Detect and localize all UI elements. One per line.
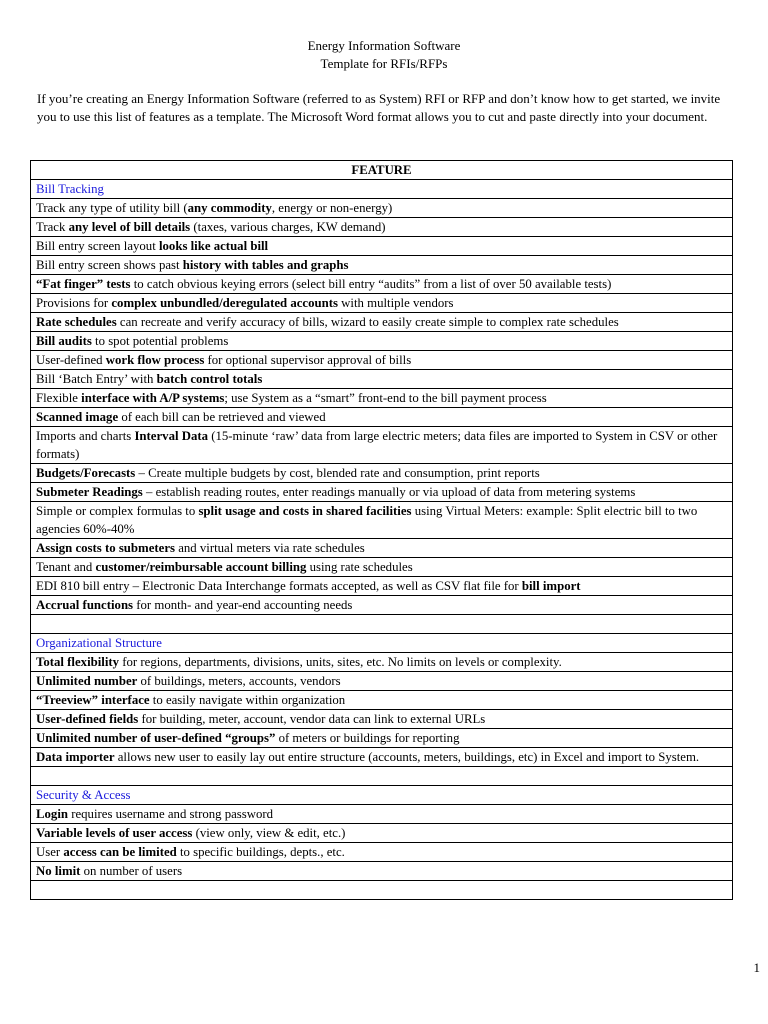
table-row <box>31 464 733 483</box>
feature-text: and virtual meters via rate schedules <box>175 541 365 555</box>
feature-text: Provisions for <box>36 296 112 310</box>
feature-emphasis: looks like actual bill <box>158 239 269 253</box>
table-row <box>31 294 733 313</box>
feature-cell <box>31 427 733 464</box>
feature-cell <box>31 502 733 539</box>
table-row <box>31 199 733 218</box>
feature-cell <box>31 577 733 596</box>
section-heading: Bill Tracking <box>31 180 733 199</box>
feature-text: User <box>36 845 64 859</box>
feature-emphasis: Assign costs to submeters <box>36 541 175 555</box>
table-row <box>31 710 733 729</box>
feature-text: Bill entry screen shows past <box>36 258 183 272</box>
feature-cell <box>31 199 733 218</box>
table-row <box>31 824 733 843</box>
feature-text: to easily navigate within organization <box>149 693 346 707</box>
feature-emphasis: Total flexibility <box>36 655 120 669</box>
feature-text: allows new user to easily lay out entire structure (accounts, meters, buildings, etc) in Excel and import to System. <box>114 750 700 764</box>
feature-text: for building, meter, account, vendor data can link to external URLs <box>138 712 486 726</box>
feature-cell <box>31 218 733 237</box>
feature-cell <box>31 748 733 767</box>
table-row <box>31 408 733 427</box>
feature-text: of buildings, meters, accounts, vendors <box>137 674 341 688</box>
feature-text: on number of users <box>80 864 183 878</box>
feature-cell <box>31 464 733 483</box>
table-row <box>31 558 733 577</box>
feature-cell <box>31 729 733 748</box>
feature-emphasis: Bill audits <box>36 334 92 348</box>
feature-text: Track <box>36 220 69 234</box>
table-row <box>31 539 733 558</box>
feature-emphasis: Rate schedules <box>36 315 117 329</box>
feature-emphasis: Unlimited number <box>36 674 138 688</box>
table-row <box>31 275 733 294</box>
feature-text: Simple or complex formulas to <box>36 504 199 518</box>
feature-cell <box>31 558 733 577</box>
table-row <box>31 332 733 351</box>
column-header-feature: FEATURE <box>31 161 733 180</box>
feature-text: using rate schedules <box>306 560 413 574</box>
feature-text: to spot potential problems <box>91 334 229 348</box>
feature-text: requires username and strong password <box>68 807 274 821</box>
blank-row <box>31 881 733 900</box>
feature-emphasis: Interval Data <box>134 429 209 443</box>
feature-text: for regions, departments, divisions, units, sites, etc. No limits on levels or complexity. <box>119 655 562 669</box>
table-row <box>31 313 733 332</box>
feature-text: for optional supervisor approval of bills <box>204 353 412 367</box>
feature-cell <box>31 862 733 881</box>
table-row <box>31 577 733 596</box>
feature-cell <box>31 483 733 502</box>
table-row <box>31 596 733 615</box>
feature-text: Track any type of utility bill ( <box>36 201 188 215</box>
feature-text: Imports and charts <box>36 429 135 443</box>
feature-text: Tenant and <box>36 560 96 574</box>
feature-text: can recreate and verify accuracy of bills, wizard to easily create simple to complex rate schedules <box>116 315 619 329</box>
feature-emphasis: history with tables and graphs <box>182 258 349 272</box>
feature-cell <box>31 294 733 313</box>
feature-text: of each bill can be retrieved and viewed <box>118 410 326 424</box>
feature-text: EDI 810 bill entry – Electronic Data Interchange formats accepted, as well as CSV flat file for <box>36 579 522 593</box>
document-title: Energy Information Software <box>307 38 461 53</box>
table-row <box>31 843 733 862</box>
feature-text: Flexible <box>36 391 82 405</box>
feature-emphasis: Variable levels of user access <box>36 826 193 840</box>
feature-text: for month- and year-end accounting needs <box>133 598 353 612</box>
feature-text: to specific buildings, depts., etc. <box>176 845 345 859</box>
blank-cell <box>31 615 733 634</box>
section-heading: Security & Access <box>31 786 733 805</box>
feature-text: , energy or non-energy) <box>271 201 393 215</box>
feature-emphasis: interface with A/P systems <box>81 391 225 405</box>
feature-cell <box>31 710 733 729</box>
feature-cell <box>31 256 733 275</box>
feature-text: using Virtual Meters: example: Split electric bill to two agencies 60%-40% <box>36 504 698 536</box>
feature-table-body <box>31 180 733 900</box>
table-row <box>31 218 733 237</box>
feature-emphasis: work flow process <box>105 353 205 367</box>
table-row <box>31 805 733 824</box>
feature-emphasis: Data importer <box>36 750 115 764</box>
feature-emphasis: Unlimited number of user-defined “groups” <box>36 731 276 745</box>
section-row <box>31 180 733 199</box>
feature-cell <box>31 389 733 408</box>
feature-cell <box>31 691 733 710</box>
feature-text: (taxes, various charges, KW demand) <box>190 220 386 234</box>
feature-cell <box>31 824 733 843</box>
blank-cell <box>31 881 733 900</box>
feature-cell <box>31 313 733 332</box>
section-heading: Organizational Structure <box>31 634 733 653</box>
feature-emphasis: customer/reimbursable account billing <box>95 560 307 574</box>
section-row <box>31 786 733 805</box>
feature-text: Bill ‘Batch Entry’ with <box>36 372 157 386</box>
feature-text: with multiple vendors <box>337 296 454 310</box>
table-row <box>31 502 733 539</box>
feature-emphasis: complex unbundled/deregulated accounts <box>111 296 338 310</box>
feature-emphasis: Accrual functions <box>36 598 134 612</box>
table-row <box>31 653 733 672</box>
feature-emphasis: User-defined fields <box>36 712 139 726</box>
feature-text: – Create multiple budgets by cost, blended rate and consumption, print reports <box>135 466 540 480</box>
section-row <box>31 634 733 653</box>
feature-text: of meters or buildings for reporting <box>275 731 460 745</box>
feature-emphasis: batch control totals <box>156 372 263 386</box>
feature-cell <box>31 843 733 862</box>
feature-emphasis: split usage and costs in shared facilities <box>198 504 412 518</box>
feature-cell <box>31 237 733 256</box>
feature-text: Bill entry screen layout <box>36 239 159 253</box>
feature-cell <box>31 332 733 351</box>
feature-cell <box>31 805 733 824</box>
feature-cell <box>31 672 733 691</box>
feature-cell <box>31 351 733 370</box>
intro-paragraph: If you’re creating an Energy Information Software (referred to as System) RFI or RFP and don’t know how to get started, we invite you to use this list of features as a template. The Microsoft Word format allows you to cut and paste directly into your document. <box>37 91 721 124</box>
feature-emphasis: bill import <box>521 579 581 593</box>
document-subtitle: Template for RFIs/RFPs <box>320 56 448 71</box>
feature-text: (15-minute ‘raw’ data from large electric meters; data files are imported to System in CSV or other formats) <box>36 429 718 461</box>
feature-emphasis: Budgets/Forecasts <box>36 466 136 480</box>
table-header-row <box>31 161 733 180</box>
table-row <box>31 748 733 767</box>
blank-cell <box>31 767 733 786</box>
table-row <box>31 370 733 389</box>
table-row <box>31 691 733 710</box>
feature-emphasis: “Fat finger” tests <box>36 277 131 291</box>
table-row <box>31 672 733 691</box>
blank-row <box>31 615 733 634</box>
feature-text: ; use System as a “smart” front-end to the bill payment process <box>224 391 547 405</box>
feature-cell <box>31 275 733 294</box>
feature-emphasis: Submeter Readings <box>36 485 143 499</box>
page-number: 1 <box>753 960 760 975</box>
table-row <box>31 427 733 464</box>
feature-text: User-defined <box>36 353 106 367</box>
feature-text: to catch obvious keying errors (select bill entry “audits” from a list of over 50 available tests) <box>130 277 612 291</box>
table-row <box>31 729 733 748</box>
feature-cell <box>31 370 733 389</box>
feature-cell <box>31 596 733 615</box>
feature-emphasis: Scanned image <box>36 410 119 424</box>
table-row <box>31 389 733 408</box>
table-row <box>31 483 733 502</box>
blank-row <box>31 767 733 786</box>
feature-emphasis: access can be limited <box>63 845 177 859</box>
feature-table <box>30 160 733 900</box>
feature-text: (view only, view & edit, etc.) <box>192 826 346 840</box>
feature-emphasis: Login <box>36 807 69 821</box>
table-row <box>31 256 733 275</box>
feature-text: – establish reading routes, enter readings manually or via upload of data from metering systems <box>142 485 636 499</box>
table-row <box>31 237 733 256</box>
feature-emphasis: No limit <box>36 864 81 878</box>
feature-cell <box>31 408 733 427</box>
feature-emphasis: “Treeview” interface <box>36 693 150 707</box>
feature-cell <box>31 653 733 672</box>
table-row <box>31 862 733 881</box>
feature-emphasis: any level of bill details <box>68 220 191 234</box>
feature-emphasis: any commodity <box>187 201 272 215</box>
table-row <box>31 351 733 370</box>
feature-cell <box>31 539 733 558</box>
